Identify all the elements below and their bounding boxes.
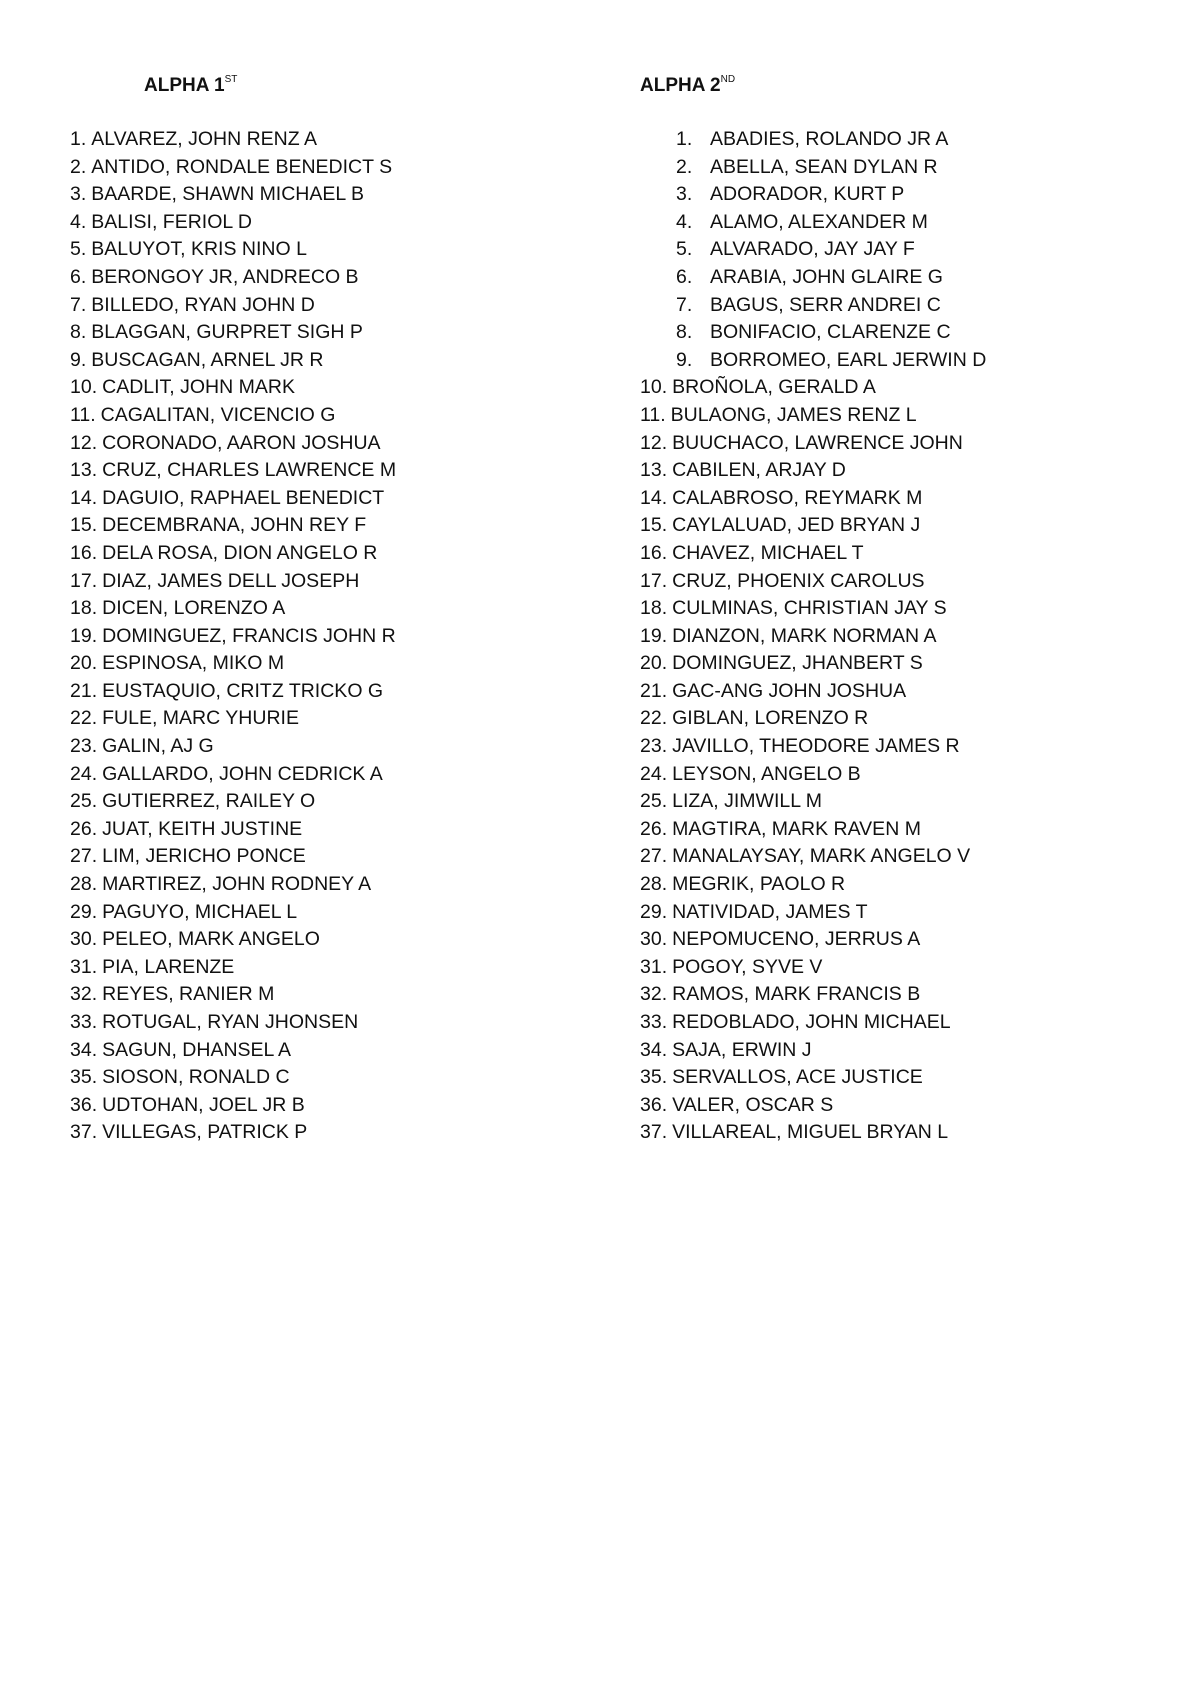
list-item [640, 181, 1180, 209]
item-number: 35. [640, 1066, 668, 1089]
list-item [70, 292, 590, 320]
student-name: LEYSON, ANGELO B [672, 762, 861, 785]
student-name: JUAT, KEITH JUSTINE [102, 817, 303, 840]
list-item [70, 1064, 590, 1092]
student-name: NATIVIDAD, JAMES T [672, 900, 868, 923]
item-number: 8. [70, 321, 87, 344]
item-number: 5. [70, 238, 87, 261]
item-number: 31. [640, 955, 668, 978]
list-item [640, 264, 1180, 292]
student-name: ABADIES, ROLANDO JR A [710, 128, 949, 150]
list-item [640, 485, 1180, 513]
student-name: CAGALITAN, VICENCIO G [100, 403, 336, 426]
item-number: 10. [70, 376, 98, 399]
student-name: ABELLA, SEAN DYLAN R [710, 155, 938, 178]
student-name: BERONGOY JR, ANDRECO B [91, 265, 359, 288]
list-item [70, 650, 590, 678]
item-number: 2. [70, 155, 87, 178]
student-name: MAGTIRA, MARK RAVEN M [672, 817, 921, 840]
student-name: PELEO, MARK ANGELO [102, 928, 320, 951]
item-number: 16. [640, 541, 668, 564]
list-item [70, 236, 590, 264]
list-item [70, 264, 590, 292]
column-heading [640, 72, 1180, 100]
item-number: 13. [640, 459, 668, 482]
student-name: VILLAREAL, MIGUEL BRYAN L [672, 1121, 949, 1144]
list-item [640, 954, 1180, 982]
item-number: 9. [70, 348, 87, 371]
list-item [70, 402, 590, 430]
item-number: 2. [676, 155, 693, 178]
student-name: BALUYOT, KRIS NINO L [91, 238, 307, 261]
student-name: ANTIDO, RONDALE BENEDICT S [91, 155, 393, 178]
list-item [70, 843, 590, 871]
list-item [70, 761, 590, 789]
list-item [640, 457, 1180, 485]
item-number: 3. [70, 183, 87, 206]
item-number: 14. [70, 486, 98, 509]
item-number: 1. [70, 128, 87, 150]
item-number: 19. [640, 624, 668, 647]
item-number: 3. [676, 183, 693, 206]
student-name: GALIN, AJ G [102, 735, 214, 758]
item-number: 1. [676, 128, 693, 150]
item-number: 11. [70, 403, 96, 426]
item-number: 32. [640, 983, 668, 1006]
list-item [640, 871, 1180, 899]
list-item [640, 1119, 1180, 1147]
list-item [640, 292, 1180, 320]
item-number: 18. [640, 597, 668, 620]
list-item [640, 568, 1180, 596]
list-item [70, 319, 590, 347]
list-item [70, 954, 590, 982]
list-item [640, 126, 1180, 154]
list-item [70, 154, 590, 182]
list-item [70, 899, 590, 927]
list-item [70, 981, 590, 1009]
student-name: BORROMEO, EARL JERWIN D [710, 348, 987, 371]
item-number: 30. [640, 928, 668, 951]
item-number: 11. [640, 403, 666, 426]
list-item [640, 705, 1180, 733]
list-item [640, 209, 1180, 237]
list-item [640, 374, 1180, 402]
item-number: 10. [640, 376, 668, 399]
student-name: ALVARADO, JAY JAY F [710, 238, 915, 261]
list-item [70, 430, 590, 458]
item-number: 6. [676, 265, 693, 288]
list-item [640, 1009, 1180, 1037]
list-item [640, 816, 1180, 844]
list-item [640, 843, 1180, 871]
student-name: SERVALLOS, ACE JUSTICE [672, 1066, 923, 1089]
student-name: DIANZON, MARK NORMAN A [672, 624, 937, 647]
list-item [640, 650, 1180, 678]
item-number: 14. [640, 486, 668, 509]
item-number: 29. [70, 900, 98, 923]
item-number: 16. [70, 541, 98, 564]
item-number: 15. [640, 514, 668, 537]
item-number: 4. [70, 210, 87, 233]
student-name: DICEN, LORENZO A [102, 597, 286, 620]
list-item [640, 236, 1180, 264]
item-number: 26. [640, 817, 668, 840]
list-item [70, 595, 590, 623]
student-name: VALER, OSCAR S [672, 1093, 834, 1116]
heading-text: ALPHA 2 [640, 75, 721, 96]
student-name: PAGUYO, MICHAEL L [102, 900, 298, 923]
item-number: 32. [70, 983, 98, 1006]
student-name: ALVAREZ, JOHN RENZ A [91, 128, 318, 150]
item-number: 26. [70, 817, 98, 840]
student-name: CAYLALUAD, JED BRYAN J [672, 514, 921, 537]
list-item [640, 761, 1180, 789]
item-number: 23. [70, 735, 98, 758]
student-name: ROTUGAL, RYAN JHONSEN [102, 1011, 359, 1033]
item-number: 12. [640, 431, 668, 454]
student-name: REDOBLADO, JOHN MICHAEL [672, 1011, 951, 1033]
student-name: FULE, MARC YHURIE [102, 707, 299, 730]
list-item [70, 512, 590, 540]
list-item [70, 788, 590, 816]
student-name: PIA, LARENZE [102, 955, 235, 978]
item-number: 28. [640, 873, 668, 896]
student-name: ESPINOSA, MIKO M [102, 652, 285, 675]
item-number: 20. [70, 652, 98, 675]
list-item [640, 733, 1180, 761]
column-alpha-2 [640, 72, 1180, 1147]
item-number: 30. [70, 928, 98, 951]
list-item [640, 595, 1180, 623]
student-name: CULMINAS, CHRISTIAN JAY S [672, 597, 947, 620]
item-number: 27. [70, 845, 98, 868]
heading-text: ALPHA 1 [144, 75, 225, 96]
item-number: 28. [70, 873, 98, 896]
student-name: GUTIERREZ, RAILEY O [102, 790, 316, 813]
item-number: 37. [70, 1121, 98, 1144]
student-name: ALAMO, ALEXANDER M [710, 210, 928, 233]
item-number: 18. [70, 597, 98, 620]
student-name: SIOSON, RONALD C [102, 1066, 290, 1089]
student-name: DAGUIO, RAPHAEL BENEDICT [102, 486, 385, 509]
student-name: MEGRIK, PAOLO R [672, 873, 846, 896]
item-number: 24. [70, 762, 98, 785]
student-name: CALABROSO, REYMARK M [672, 486, 923, 509]
item-number: 35. [70, 1066, 98, 1089]
student-name: UDTOHAN, JOEL JR B [102, 1093, 305, 1116]
student-name: GIBLAN, LORENZO R [672, 707, 869, 730]
student-name: SAGUN, DHANSEL A [102, 1038, 292, 1061]
student-name: CRUZ, PHOENIX CAROLUS [672, 569, 925, 592]
student-name: GAC-ANG JOHN JOSHUA [672, 679, 907, 702]
student-name: GALLARDO, JOHN CEDRICK A [102, 762, 383, 785]
list-item [70, 623, 590, 651]
item-number: 33. [640, 1011, 668, 1033]
list-item [70, 457, 590, 485]
list-item [640, 154, 1180, 182]
item-number: 21. [70, 679, 98, 702]
student-name: VILLEGAS, PATRICK P [102, 1121, 308, 1144]
student-name: SAJA, ERWIN J [672, 1038, 812, 1061]
column-alpha-1 [70, 72, 590, 1147]
student-name: BLAGGAN, GURPRET SIGH P [91, 321, 363, 344]
student-name: BALISI, FERIOL D [91, 210, 253, 233]
list-item [70, 1037, 590, 1065]
list-item [70, 1119, 590, 1147]
list-item [640, 319, 1180, 347]
list-item [70, 347, 590, 375]
student-name: DELA ROSA, DION ANGELO R [102, 541, 378, 564]
list-item [70, 816, 590, 844]
item-number: 36. [640, 1093, 668, 1116]
item-number: 33. [70, 1011, 98, 1033]
student-name: CABILEN, ARJAY D [672, 459, 846, 482]
student-name: BROÑOLA, GERALD A [672, 376, 876, 399]
item-number: 4. [676, 210, 693, 233]
list-item [640, 1092, 1180, 1120]
student-name: MARTIREZ, JOHN RODNEY A [102, 873, 372, 896]
item-number: 31. [70, 955, 98, 978]
item-number: 5. [676, 238, 693, 261]
item-number: 34. [70, 1038, 98, 1061]
item-number: 29. [640, 900, 668, 923]
list-item [640, 981, 1180, 1009]
list-item [70, 926, 590, 954]
name-list [640, 126, 1180, 1147]
item-number: 25. [70, 790, 98, 813]
list-item [70, 733, 590, 761]
student-name: DIAZ, JAMES DELL JOSEPH [102, 569, 360, 592]
item-number: 22. [70, 707, 98, 730]
name-list [70, 126, 590, 1147]
student-name: BUUCHACO, LAWRENCE JOHN [672, 431, 963, 454]
list-item [70, 678, 590, 706]
student-name: DOMINGUEZ, JHANBERT S [672, 652, 923, 675]
list-item [640, 678, 1180, 706]
list-item [70, 1092, 590, 1120]
student-name: BILLEDO, RYAN JOHN D [91, 293, 315, 316]
item-number: 21. [640, 679, 668, 702]
item-number: 7. [676, 293, 693, 316]
list-item [70, 568, 590, 596]
item-number: 6. [70, 265, 87, 288]
list-item [640, 623, 1180, 651]
student-name: RAMOS, MARK FRANCIS B [672, 983, 921, 1006]
student-name: BAARDE, SHAWN MICHAEL B [91, 183, 364, 206]
item-number: 9. [676, 348, 693, 371]
student-name: BULAONG, JAMES RENZ L [670, 403, 917, 426]
list-item [640, 540, 1180, 568]
student-name: BONIFACIO, CLARENZE C [710, 321, 951, 344]
list-item [640, 1064, 1180, 1092]
heading-superscript: ND [720, 74, 736, 85]
list-item [70, 871, 590, 899]
student-name: EUSTAQUIO, CRITZ TRICKO G [102, 679, 384, 702]
item-number: 17. [640, 569, 668, 592]
list-item [70, 705, 590, 733]
student-name: LIZA, JIMWILL M [672, 790, 822, 813]
item-number: 20. [640, 652, 668, 675]
item-number: 15. [70, 514, 98, 537]
heading-superscript: ST [224, 74, 238, 85]
item-number: 13. [70, 459, 98, 482]
column-heading [144, 72, 590, 100]
student-name: CORONADO, AARON JOSHUA [102, 431, 381, 454]
item-number: 17. [70, 569, 98, 592]
student-name: CRUZ, CHARLES LAWRENCE M [102, 459, 397, 482]
list-item [640, 512, 1180, 540]
student-name: ARABIA, JOHN GLAIRE G [710, 265, 943, 288]
student-name: CHAVEZ, MICHAEL T [672, 541, 864, 564]
student-name: BUSCAGAN, ARNEL JR R [91, 348, 324, 371]
list-item [640, 926, 1180, 954]
list-item [640, 1037, 1180, 1065]
list-item [70, 209, 590, 237]
list-item [640, 402, 1180, 430]
student-name: MANALAYSAY, MARK ANGELO V [672, 845, 971, 868]
item-number: 34. [640, 1038, 668, 1061]
student-name: ADORADOR, KURT P [710, 183, 905, 206]
item-number: 19. [70, 624, 98, 647]
list-item [70, 374, 590, 402]
item-number: 8. [676, 321, 693, 344]
item-number: 23. [640, 735, 668, 758]
list-item [70, 540, 590, 568]
item-number: 12. [70, 431, 98, 454]
list-item [640, 430, 1180, 458]
list-item [70, 485, 590, 513]
student-name: DOMINGUEZ, FRANCIS JOHN R [102, 624, 396, 647]
student-name: NEPOMUCENO, JERRUS A [672, 928, 921, 951]
student-name: POGOY, SYVE V [672, 955, 823, 978]
list-item [70, 1009, 590, 1037]
student-name: DECEMBRANA, JOHN REY F [102, 514, 367, 537]
list-item [640, 899, 1180, 927]
item-number: 22. [640, 707, 668, 730]
list-item [640, 347, 1180, 375]
item-number: 27. [640, 845, 668, 868]
item-number: 36. [70, 1093, 98, 1116]
item-number: 37. [640, 1121, 668, 1144]
item-number: 24. [640, 762, 668, 785]
student-name: BAGUS, SERR ANDREI C [710, 293, 941, 316]
student-name: REYES, RANIER M [102, 983, 275, 1006]
student-name: CADLIT, JOHN MARK [102, 376, 295, 399]
item-number: 25. [640, 790, 668, 813]
student-name: JAVILLO, THEODORE JAMES R [672, 735, 960, 758]
student-name: LIM, JERICHO PONCE [102, 845, 306, 868]
item-number: 7. [70, 293, 87, 316]
list-item [70, 126, 590, 154]
list-item [640, 788, 1180, 816]
list-item [70, 181, 590, 209]
